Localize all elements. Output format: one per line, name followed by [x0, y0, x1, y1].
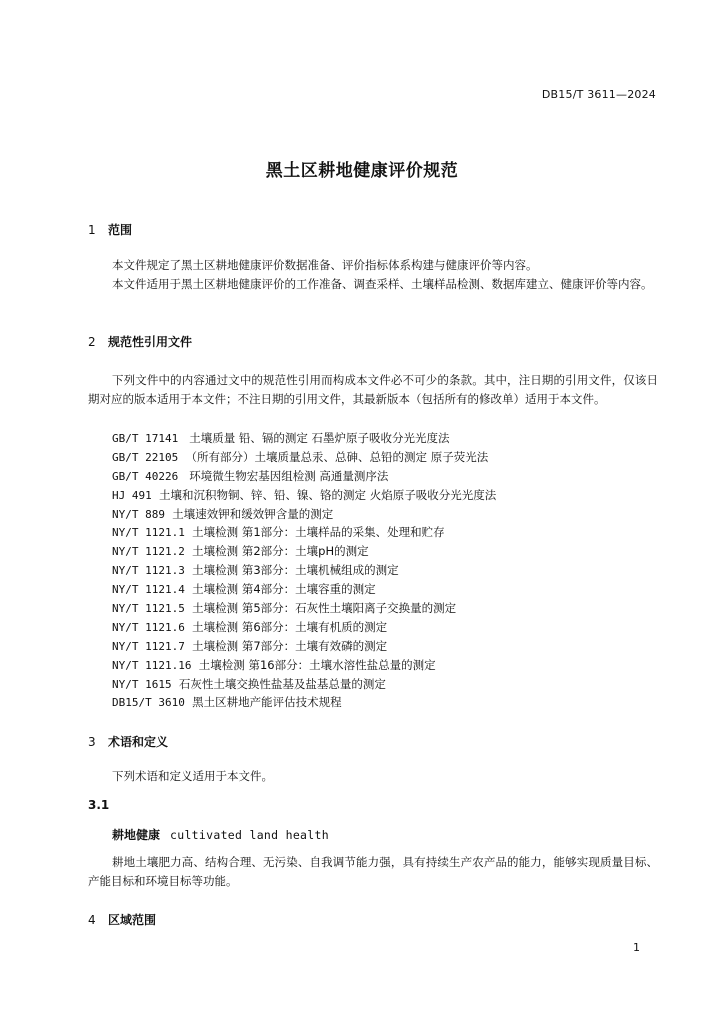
reference-item [112, 486, 496, 505]
reference-text: 土壤检测 第5部分：石灰性土壤阳离子交换量的测定 [192, 601, 457, 616]
reference-text: 土壤检测 第7部分：土壤有效磷的测定 [192, 638, 388, 653]
reference-text: 黑土区耕地产能评估技术规程 [192, 695, 342, 710]
reference-code: GB/T 40226 [112, 469, 179, 483]
reference-text: 环境微生物宏基因组检测 高通量测序法 [189, 468, 389, 483]
reference-code: DB15/T 3610 [112, 696, 185, 710]
scope-paragraph-1: 本文件规定了黑土区耕地健康评价数据准备、评价指标体系构建与健康评价等内容。 [112, 258, 538, 272]
reference-item [112, 448, 496, 467]
reference-text: 土壤检测 第2部分：土壤pH的测定 [192, 544, 369, 559]
reference-item [112, 656, 496, 675]
reference-item [112, 561, 496, 580]
section-number: 2 [88, 335, 96, 349]
reference-code: NY/T 1121.4 [112, 583, 185, 597]
reference-code: NY/T 1121.16 [112, 658, 192, 672]
section-heading-normative-references [88, 333, 192, 350]
reference-item [112, 542, 496, 561]
terms-intro-paragraph: 下列术语和定义适用于本文件。 [112, 769, 273, 783]
reference-item [112, 693, 496, 712]
reference-list [112, 429, 496, 712]
reference-item [112, 599, 496, 618]
section-title: 术语和定义 [108, 735, 169, 749]
reference-item [112, 675, 496, 694]
reference-code: NY/T 889 [112, 507, 165, 521]
reference-item [112, 467, 496, 486]
reference-text: 土壤速效钾和缓效钾含量的测定 [172, 506, 334, 521]
reference-code: NY/T 1121.2 [112, 545, 185, 559]
section-heading-region-scope [88, 911, 156, 928]
references-intro-paragraph: 下列文件中的内容通过文中的规范性引用而构成本文件必不可少的条款。其中，注日期的引用文件，仅该日期对应的版本适用于本文件；不注日期的引用文件，其最新版本（包括所有的修改单）适用于本文件。 [88, 373, 658, 406]
term-number: 3.1 [88, 798, 110, 812]
reference-code: NY/T 1121.5 [112, 602, 185, 616]
reference-text: 土壤检测 第6部分：土壤有机质的测定 [192, 619, 388, 634]
reference-text: 土壤检测 第16部分：土壤水溶性盐总量的测定 [198, 657, 436, 672]
reference-text: 土壤和沉积物铜、锌、铅、镍、铬的测定 火焰原子吸收分光光度法 [159, 487, 497, 502]
reference-item [112, 523, 496, 542]
section-heading-scope [88, 221, 132, 238]
reference-text: 土壤检测 第1部分：土壤样品的采集、处理和贮存 [192, 525, 445, 540]
section-number: 3 [88, 735, 96, 749]
reference-item [112, 618, 496, 637]
reference-text: （所有部分）土壤质量总汞、总砷、总铅的测定 原子荧光法 [185, 449, 489, 464]
reference-code: GB/T 17141 [112, 432, 179, 445]
reference-text: 石灰性土壤交换性盐基及盐基总量的测定 [178, 676, 386, 691]
section-title: 规范性引用文件 [108, 335, 193, 349]
reference-code: GB/T 22105 [112, 450, 179, 464]
reference-item [112, 429, 496, 448]
term-name-chinese: 耕地健康 [112, 828, 161, 842]
reference-text: 土壤检测 第3部分：土壤机械组成的测定 [192, 563, 399, 578]
reference-code: NY/T 1121.6 [112, 620, 185, 634]
section-title: 范围 [108, 223, 133, 237]
reference-code: NY/T 1121.3 [112, 564, 185, 578]
term-definition: 耕地土壤肥力高、结构合理、无污染、自我调节能力强，具有持续生产农产品的能力，能够实现质量目标、产能目标和环境目标等功能。 [88, 855, 658, 888]
reference-text: 土壤检测 第4部分：土壤容重的测定 [192, 582, 376, 597]
standard-code: DB15/T 3611—2024 [541, 88, 656, 101]
reference-code: HJ 491 [112, 488, 152, 502]
reference-code: NY/T 1615 [112, 677, 172, 691]
section-title: 区域范围 [108, 913, 157, 927]
reference-item [112, 505, 496, 524]
document-title: 黑土区耕地健康评价规范 [265, 161, 459, 181]
reference-item [112, 637, 496, 656]
term-name-english: cultivated land health [170, 828, 329, 842]
section-number: 1 [88, 223, 96, 237]
reference-text: 土壤质量 铅、镉的测定 石墨炉原子吸收分光光度法 [189, 431, 450, 445]
term-name [112, 826, 329, 843]
reference-code: NY/T 1121.1 [112, 526, 185, 540]
page-number: 1 [633, 941, 640, 954]
section-heading-terms-definitions [88, 733, 168, 750]
reference-code: NY/T 1121.7 [112, 639, 185, 653]
scope-paragraph-2: 本文件适用于黑土区耕地健康评价的工作准备、调查采样、土壤样品检测、数据库建立、健康评价等内容。 [112, 277, 653, 291]
reference-item [112, 580, 496, 599]
section-number: 4 [88, 913, 96, 927]
